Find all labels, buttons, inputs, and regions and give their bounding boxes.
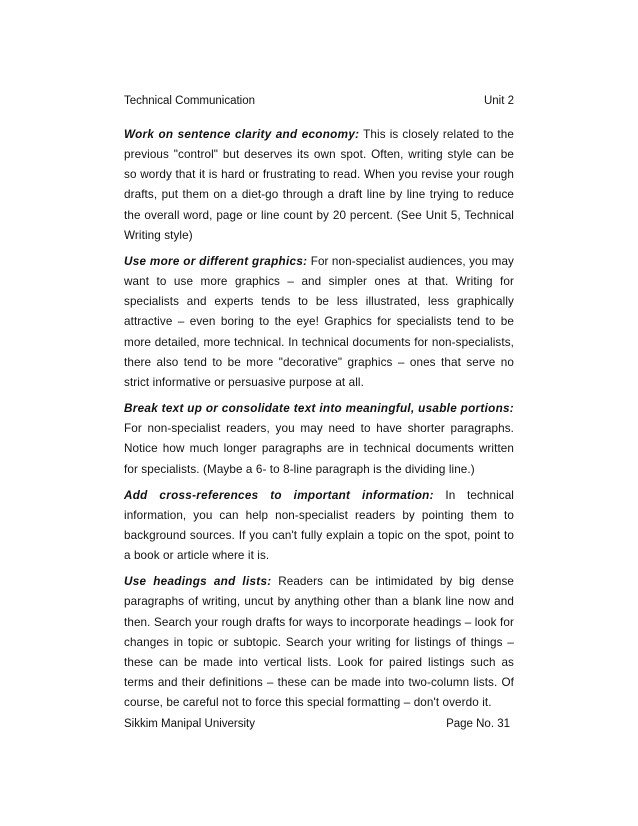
paragraph-text: Readers can be intimidated by big dense paragraphs of writing, uncut by anything other than a blank line now and then. Search your rough drafts for ways to incorporate headings – look for changes in topic or subtopic. Search your writing for listings of things – these can be made into vertical lists. Look for paired listings such as terms and their definitions – these can be made into two-column lists. Of course, be careful not to force this special formatting – don't overdo it. (124, 575, 514, 710)
page-body (124, 125, 514, 719)
paragraph-sentence-clarity (124, 125, 514, 246)
university-name: Sikkim Manipal University (124, 718, 256, 730)
course-title: Technical Communication (124, 95, 256, 107)
paragraph-lead: Add cross-references to important information: (124, 488, 434, 502)
paragraph-break-text (124, 399, 514, 480)
paragraph-text: This is closely related to the previous "control" but deserves its own spot. Often, writing style can be so wordy that it is hard or frustrating to read. When you revise your rough drafts, put them on a diet-go through a draft line by line trying to reduce the overall word, page or line count by 20 percent. (See Unit 5, Technical Writing style) (124, 128, 514, 242)
paragraph-text: For non-specialist readers, you may need to have shorter paragraphs. Notice how much longer paragraphs are in technical documents written for specialists. (Maybe a 6- to 8-line paragraph is the dividing line.) (124, 422, 514, 476)
paragraph-lead: Use headings and lists: (124, 575, 272, 589)
paragraph-lead: Use more or different graphics: (124, 254, 308, 268)
paragraph-graphics (124, 252, 514, 393)
unit-label: Unit 2 (483, 95, 514, 107)
paragraph-cross-references (124, 486, 514, 567)
paragraph-lead: Break text up or consolidate text into meaningful, usable portions: (124, 402, 514, 416)
page-footer (124, 717, 510, 731)
page-number: Page No. 31 (446, 718, 510, 730)
paragraph-lead: Work on sentence clarity and economy: (124, 128, 360, 141)
page-header (124, 94, 514, 108)
paragraph-text: In technical information, you can help non-specialist readers by pointing them to background sources. If you can't fully explain a topic on the spot, point to a book or article where it is. (124, 488, 515, 563)
paragraph-headings-lists (124, 572, 514, 713)
paragraph-text: For non-specialist audiences, you may want to use more graphics – and simpler ones at that. Writing for specialists and experts tends to be less illustrated, less graphically attractive – even boring to the eye! Graphics for specialists tend to be more detailed, more technical. In technical documents for non-specialists, there also tend to be more "decorative" graphics – ones that serve no strict informative or persuasive purpose at all. (124, 254, 515, 389)
